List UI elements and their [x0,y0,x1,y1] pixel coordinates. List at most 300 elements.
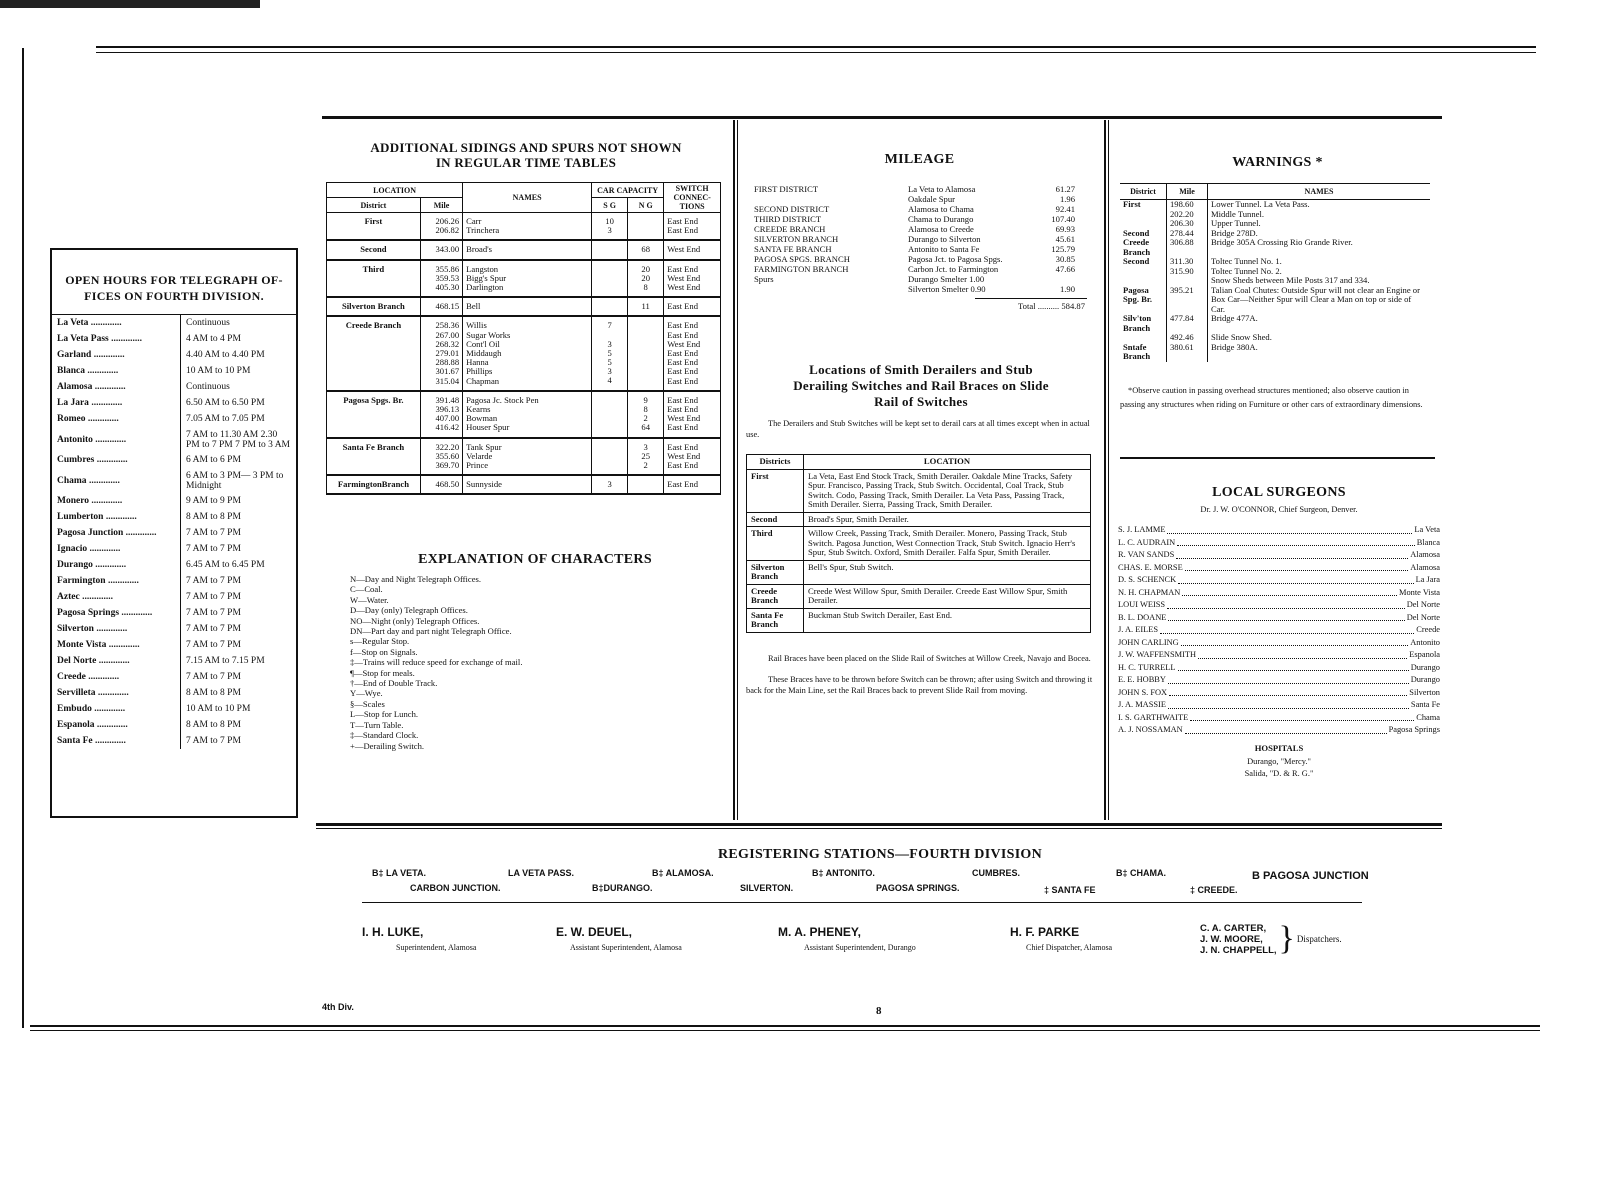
siding-sg-capacity [595,414,624,423]
siding-name: Sunnyside [466,479,502,490]
official-deuel [556,925,756,952]
surgeon-name: R. VAN SANDS [1118,550,1175,559]
telegraph-hours: 10 AM to 10 PM [186,704,251,714]
siding-mile: 315.04 [435,375,460,386]
telegraph-hours: Continuous [186,382,230,392]
siding-name: Phillips [466,366,493,377]
surgeon-town: Monte Vista [1399,587,1440,597]
office-name: Monero [57,496,90,506]
siding-mile: 343.00 [435,244,460,255]
footer-division: 4th Div. [322,1002,354,1012]
mileage-row [752,224,1077,234]
leader-dots [1168,612,1404,622]
siding-sg-capacity: 3 [607,225,612,236]
telegraph-row [52,347,296,363]
leader-dots: ............. [92,560,127,570]
explanation-list [350,574,710,751]
siding-ng-capacity: 9 [643,394,648,405]
surgeon-row [1118,662,1440,675]
leader-dots [1176,549,1408,559]
leader-dots: ............. [94,720,128,730]
siding-ng-capacity [631,480,660,489]
mileage-miles: 1.90 [1059,284,1075,294]
frame-bottom-rule [30,1025,1540,1027]
sidings-group-row [327,316,721,390]
explanation-line: †—End of Double Track. [350,678,438,689]
siding-district: Pagosa Spgs. Br. [327,391,421,438]
telegraph-row [52,452,296,468]
station-creede: ‡ CREEDE. [1190,885,1238,895]
telegraph-table [52,314,296,749]
siding-name: Willis [466,320,487,331]
telegraph-office [52,411,181,427]
sidings-group-row [327,260,721,298]
surgeon-name: S. J. LAMME [1118,525,1166,534]
dispatchers-block [1200,922,1342,956]
siding-mile-cell [420,316,462,390]
surgeon-row [1118,687,1440,700]
telegraph-hours: 9 AM to 9 PM [186,496,241,506]
siding-mile: 355.60 [435,450,460,461]
sidings-section [326,140,726,495]
explanation-line: Y—Wye. [350,688,383,699]
frame-top-rule [96,46,1536,48]
surgeon-name: D. S. SCHENCK [1118,575,1177,584]
leader-dots: ............. [94,455,128,465]
siding-ng-capacity-cell [628,260,664,298]
siding-switch-cell [664,475,721,494]
surgeon-row [1118,674,1440,687]
registering-underline [362,902,1362,903]
mileage-division: THIRD DISTRICT [754,214,822,224]
telegraph-hours: 7 AM to 7 PM [186,640,241,650]
warning-name: Bridge 380A. [1208,343,1431,362]
official-parke [1010,925,1190,952]
telegraph-hours: 7 AM to 7 PM [186,736,241,746]
siding-ng-capacity [631,366,660,375]
explanation-line: f—Stop on Signals. [350,646,418,657]
siding-name: Broad's [466,244,493,255]
warning-name: Bridge 477A. [1208,314,1431,333]
explanation-line: N—Day and Night Telegraph Offices. [350,574,482,584]
sidings-group-row [327,240,721,259]
siding-district: FarmingtonBranch [327,475,421,494]
office-name: Santa Fe [57,736,93,746]
mileage-division: FIRST DISTRICT [754,184,819,194]
telegraph-office [52,589,181,605]
siding-mile: 405.30 [435,282,460,293]
surgeon-town: Alamosa [1410,550,1440,559]
telegraph-office [52,621,181,637]
warning-district [1120,210,1167,220]
telegraph-office [52,669,181,685]
warning-row [1120,210,1430,220]
braces-instruction-note: These Braces have to be thrown before Switch can be thrown; after using Switch and throwing it back for the Main Line, set the Rail Braces back to prevent Slide Rail from moving. [746,674,1093,695]
derailers-title: Locations of Smith Derailers and Stub Derailing Switches and Rail Braces on Slide Rail of Switches [793,362,1049,409]
telegraph-row [52,621,296,637]
sidings-group-row [327,475,721,494]
surgeon-name: I. S. GARTHWAITE [1118,712,1189,722]
siding-ng-capacity: 20 [641,272,650,283]
mileage-table [752,184,1077,294]
surgeon-row [1118,612,1440,625]
siding-sg-capacity [595,396,624,405]
leader-dots [1168,699,1409,709]
office-name: Romeo [57,414,86,424]
telegraph-hours-box [50,248,298,818]
surgeon-row [1118,599,1440,612]
siding-ng-capacity: 8 [643,404,648,415]
mileage-miles: 125.79 [1051,244,1075,254]
warnings-section [1120,155,1435,412]
siding-sg-capacity: 3 [607,338,612,349]
derailer-location: Willow Creek, Passing Track, Smith Derailer. Monero, Passing Track, Stub Switch. Pagosa Junction, West Connection Track, Stub Switch. Ignacio Herr's Spur, Stub Switch. Oxford, Smith Derailer. Falfa Spur, Smith Derailer. [804,527,1091,561]
siding-sg-capacity-cell [592,475,628,494]
content-bottom-rule [316,823,1442,826]
surgeon-town: Alamosa [1410,562,1440,572]
official-title: Chief Dispatcher, Alamosa [1026,943,1113,952]
sidings-group-row [327,438,721,476]
siding-switch: West End [667,282,701,293]
mileage-total-label: Total [1018,301,1036,311]
leader-dots: ............. [103,512,137,522]
surgeon-row [1118,637,1440,650]
telegraph-hours: 6 AM to 3 PM— 3 PM to Midnight [186,470,284,491]
siding-sg-capacity [595,265,624,274]
warning-district: Creede Branch [1123,237,1151,257]
official-title: Assistant Superintendent, Alamosa [570,943,682,952]
station-silverton: SILVERTON. [740,883,794,893]
derailer-district: Silverton Branch [747,560,804,584]
warning-name: Snow Sheds between Mile Posts 317 and 334. [1208,276,1431,286]
siding-name: Prince [466,460,489,471]
siding-sg-capacity: 3 [607,366,612,377]
derailer-district: Third [747,527,804,561]
siding-mile: 468.50 [435,479,460,490]
derailer-district: First [747,469,804,512]
surgeon-town: Durango [1410,662,1440,672]
leader-dots [1168,674,1409,684]
station-chama: B‡ CHAMA. [1116,868,1167,878]
telegraph-row [52,493,296,509]
leader-dots: ............. [105,576,139,586]
surgeon-row [1118,699,1440,712]
station-durango: B‡DURANGO. [592,883,653,893]
office-name: Pagosa Junction [57,528,124,538]
siding-name: Carr [466,216,482,226]
explanation-line: W—Water. [350,594,389,605]
leader-dots: ............. [85,414,119,424]
leader-dots: ............. [92,434,127,445]
surgeon-town: Blanca [1416,537,1440,547]
warning-district: Sntafe Branch [1123,341,1151,361]
siding-name: Houser Spur [466,422,510,433]
siding-switch: East End [667,366,699,377]
warning-mile: 380.61 [1167,343,1208,362]
warning-row [1120,333,1430,343]
explanation-line: §—Scales [350,698,385,709]
office-name: Alamosa [57,382,93,392]
surgeon-name: A. J. NOSSAMAN [1118,725,1183,734]
surgeon-name: J. W. WAFFENSMITH [1118,650,1197,659]
leader-dots [1181,637,1409,647]
telegraph-row [52,669,296,685]
warnings-divider [1120,457,1435,459]
derailers-note: The Derailers and Stub Switches will be kept set to derail cars at all times except when in actual use. [746,419,1090,439]
siding-switch-cell [664,213,721,241]
column-divider-2b [1108,120,1109,820]
leader-dots: ............. [96,656,130,666]
warning-name: Toltec Tunnel No. 2. [1208,267,1431,277]
siding-sg-capacity-cell [592,316,628,390]
telegraph-row [52,363,296,379]
siding-switch-cell [664,240,721,259]
hospitals-heading: HOSPITALS [1254,742,1304,753]
leader-dots: ............. [123,528,157,538]
surgeon-town: Silverton [1409,687,1440,697]
siding-sg-capacity [595,423,624,432]
mileage-row [752,284,1077,294]
office-name: Embudo [57,704,92,714]
surgeon-row [1118,724,1440,737]
siding-sg-capacity [595,461,624,470]
siding-switch: East End [667,263,699,274]
siding-name-cell [463,316,592,390]
siding-mile: 279.01 [435,348,460,359]
surgeons-section [1118,485,1440,778]
siding-sg-capacity [595,245,624,254]
siding-mile-cell [420,438,462,476]
telegraph-office [52,395,181,411]
siding-name: Langston [466,263,499,274]
mileage-division [752,284,906,294]
mileage-route: Carbon Jct. to Farmington [908,264,999,274]
siding-mile: 355.86 [435,263,460,274]
siding-sg-capacity-cell [592,213,628,241]
office-name: Silverton [57,624,94,634]
siding-name: Bigg's Spur [466,272,507,283]
telegraph-hours: 7 AM to 7 PM [186,576,241,586]
scan-edge-top [0,0,260,8]
siding-district: First [327,213,421,241]
telegraph-row [52,637,296,653]
telegraph-row [52,395,296,411]
telegraph-office [52,557,181,573]
siding-mile: 206.26 [435,216,460,226]
explanation-line: L—Stop for Lunch. [350,709,419,720]
mileage-miles: 61.27 [1055,184,1075,194]
mileage-route: Silverton Smelter 0.90 [908,284,986,294]
mileage-row [752,264,1077,274]
siding-name: Tank Spur [466,441,502,452]
leader-dots: ............. [84,366,119,376]
siding-mile: 396.13 [435,404,460,415]
warning-row [1120,343,1430,362]
mileage-row [752,244,1077,254]
mileage-route: Oakdale Spur [908,194,956,204]
dispatchers-brace: } [1278,920,1295,957]
siding-sg-capacity-cell [592,297,628,316]
warning-district: Pagosa Spg. Br. [1123,284,1153,304]
derailer-district: Creede Branch [747,584,804,608]
siding-sg-capacity-cell [592,260,628,298]
column-divider-1 [733,120,735,820]
siding-name-cell [463,391,592,438]
telegraph-hours: 7 AM to 7 PM [186,528,241,538]
mileage-division: SANTA FE BRANCH [754,244,832,254]
warning-row [1120,286,1430,315]
siding-ng-capacity: 20 [641,263,650,274]
dispatcher-carter: C. A. CARTER, [1200,922,1267,934]
official-name: M. A. PHENEY, [778,925,861,939]
siding-ng-capacity [631,348,660,357]
telegraph-office [52,701,181,717]
telegraph-hours: 7 AM to 7 PM [186,544,241,554]
warnings-district-header: District [1120,184,1167,200]
derailer-location: Creede West Willow Spur, Smith Derailer. Creede East Willow Spur, Smith Derailer. [804,584,1091,608]
siding-sg-capacity [595,443,624,452]
telegraph-office [52,637,181,653]
siding-switch: East End [667,329,699,340]
explanation-line: ‡—Standard Clock. [350,730,419,741]
telegraph-row [52,733,296,749]
derailer-row [747,560,1091,584]
sidings-ng-header: N G [628,198,664,213]
telegraph-hours: 7 AM to 7 PM [186,624,241,634]
siding-sg-capacity: 10 [605,216,614,226]
surgeon-town: Espanola [1409,650,1440,659]
derailer-district: Santa Fe Branch [747,608,804,632]
station-alamosa: B‡ ALAMOSA. [652,868,714,878]
mileage-total-row [975,298,1087,311]
explanation-line: T—Turn Table. [350,719,404,730]
explanation-line: +—Derailing Switch. [350,740,425,751]
telegraph-row [52,653,296,669]
mileage-row [752,274,1077,284]
siding-sg-capacity-cell [592,391,628,438]
warnings-mile-header: Mile [1167,184,1208,200]
siding-switch: East End [667,441,699,452]
leader-dots [1178,574,1413,584]
warning-mile: 492.46 [1167,333,1208,343]
siding-switch: East End [667,348,699,359]
office-name: La Jara [57,398,89,408]
sidings-names-header: NAMES [463,183,592,213]
derailers-location-header: LOCATION [804,455,1091,470]
siding-ng-capacity: 25 [641,450,650,461]
telegraph-hours: 10 AM to 10 PM [186,366,251,376]
telegraph-hours: 7.05 AM to 7.05 PM [186,414,265,424]
siding-switch: East End [667,320,699,331]
leader-dots: ............. [79,592,113,602]
telegraph-hours: 4 AM to 4 PM [186,334,241,344]
sidings-location-header: LOCATION [327,183,463,198]
warning-name: Upper Tunnel. [1208,219,1431,229]
mileage-route: Chama to Durango [908,214,974,224]
mileage-total-value: 584.87 [1061,301,1085,311]
surgeon-name: LOUI WEISS [1118,600,1166,609]
siding-switch: West End [667,450,701,461]
siding-mile: 391.48 [435,394,460,405]
surgeon-town: Pagosa Springs [1388,725,1440,734]
telegraph-office [52,468,181,493]
siding-district: Santa Fe Branch [327,438,421,476]
sidings-group-row [327,297,721,316]
siding-ng-capacity [631,375,660,384]
telegraph-hours: 7.15 AM to 7.15 PM [186,656,265,666]
siding-ng-capacity [631,330,660,339]
surgeon-row [1118,537,1440,550]
warning-name: Toltec Tunnel No. 1. [1208,257,1431,267]
telegraph-office [52,573,181,589]
leader-dots [1185,724,1387,734]
office-name: Del Norte [57,656,97,666]
siding-sg-capacity [595,302,624,311]
siding-switch: East End [667,460,699,471]
telegraph-row [52,331,296,347]
telegraph-row [52,525,296,541]
siding-name: Bell [466,301,481,312]
siding-ng-capacity-cell [628,438,664,476]
warning-row [1120,200,1430,210]
siding-sg-capacity: 4 [607,375,612,386]
leader-dots: ............. [91,350,125,360]
siding-mile: 416.42 [435,422,460,433]
siding-mile: 258.36 [435,320,460,331]
siding-name-cell [463,213,592,241]
telegraph-hours: 6 AM to 6 PM [186,455,241,465]
siding-ng-capacity: 2 [643,460,648,471]
siding-ng-capacity-cell [628,297,664,316]
office-name: Farmington [57,576,106,586]
leader-dots [1178,662,1409,672]
siding-mile: 369.70 [435,460,460,471]
leader-dots: ............. [86,475,120,486]
leader-dots: ............. [119,608,153,618]
dispatcher-chappell: J. N. CHAPPELL, [1200,944,1277,956]
surgeon-town: Creede [1416,625,1440,634]
siding-mile-cell [420,240,462,259]
siding-mile: 288.88 [435,357,460,368]
surgeon-name: CHAS. E. MORSE [1118,562,1183,572]
siding-switch-cell [664,438,721,476]
warning-row [1120,238,1430,257]
surgeon-town: La Veta [1414,525,1440,534]
siding-name-cell [463,260,592,298]
surgeon-town: Del Norte [1406,600,1440,609]
surgeon-name: N. H. CHAPMAN [1118,587,1181,597]
mileage-division: FARMINGTON BRANCH [754,264,849,274]
rail-braces-note: Rail Braces have been placed on the Slide Rail of Switches at Willow Creek, Navajo and Bocea. [768,653,1091,663]
leader-dots [1177,537,1415,547]
telegraph-row [52,573,296,589]
mileage-division: SECOND DISTRICT [754,204,830,214]
siding-switch: East End [667,394,699,405]
content-top-rule [322,116,1442,119]
siding-switch: East End [667,225,699,236]
telegraph-hours: 7 AM to 11.30 AM 2.30 PM to 7 PM 7 PM to 3 AM [186,429,291,450]
surgeon-name: H. C. TURRELL [1118,662,1176,672]
surgeon-row [1118,624,1440,637]
siding-mile-cell [420,391,462,438]
surgeon-town: La Jara [1415,575,1440,584]
mileage-row [752,184,1077,194]
siding-ng-capacity: 2 [643,413,648,424]
siding-ng-capacity: 8 [643,282,648,293]
siding-district: Second [327,240,421,259]
derailer-row [747,608,1091,632]
surgeon-row [1118,587,1440,600]
